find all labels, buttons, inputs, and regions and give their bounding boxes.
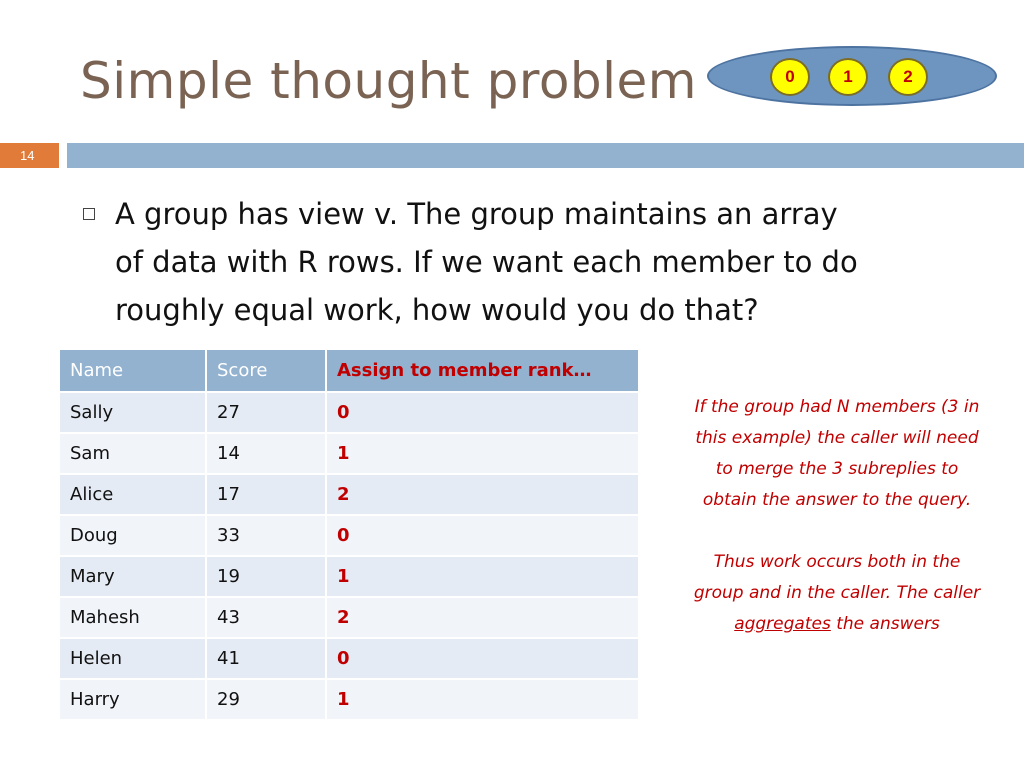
cell-name: Alice <box>60 474 206 515</box>
cell-score: 41 <box>206 638 326 679</box>
cell-name: Mahesh <box>60 597 206 638</box>
cell-rank: 1 <box>326 433 639 474</box>
cell-rank: 2 <box>326 597 639 638</box>
cell-name: Harry <box>60 679 206 719</box>
cell-rank: 1 <box>326 556 639 597</box>
bullet-line: A group has view v. The group maintains an array <box>115 197 838 231</box>
table-row <box>60 515 639 556</box>
table-row <box>60 392 639 433</box>
column-header-rank: Assign to member rank… <box>326 350 639 392</box>
table-row <box>60 597 639 638</box>
member-rank-2: 2 <box>888 58 928 96</box>
cell-score: 43 <box>206 597 326 638</box>
cell-name: Doug <box>60 515 206 556</box>
cell-rank: 0 <box>326 515 639 556</box>
slide-title: Simple thought problem <box>80 52 698 110</box>
table-row <box>60 556 639 597</box>
note-tail: the answers <box>830 614 940 634</box>
table-row <box>60 474 639 515</box>
slide-number: 14 <box>0 143 59 168</box>
bullet-line: roughly equal work, how would you do that? <box>115 293 759 327</box>
assignment-table <box>60 350 640 719</box>
cell-rank: 0 <box>326 392 639 433</box>
cell-score: 33 <box>206 515 326 556</box>
table-row <box>60 433 639 474</box>
note-underlined-word: aggregates <box>734 614 831 634</box>
member-rank-1: 1 <box>828 58 868 96</box>
column-header-name: Name <box>60 350 206 392</box>
table-row <box>60 679 639 719</box>
bullet-text <box>115 190 995 334</box>
cell-score: 19 <box>206 556 326 597</box>
header-bar <box>67 143 1024 168</box>
note-line: Thus work occurs both in the <box>713 552 961 572</box>
member-rank-0: 0 <box>770 58 810 96</box>
side-note <box>662 392 1012 640</box>
cell-score: 14 <box>206 433 326 474</box>
note-line <box>662 609 1012 640</box>
cell-score: 27 <box>206 392 326 433</box>
bullet-line: of data with R rows. If we want each member to do <box>115 245 858 279</box>
note-line: group and in the caller. The caller <box>693 583 981 603</box>
cell-name: Helen <box>60 638 206 679</box>
note-line: obtain the answer to the query. <box>702 490 972 510</box>
cell-score: 17 <box>206 474 326 515</box>
square-bullet-icon <box>83 208 95 220</box>
note-line: to merge the 3 subreplies to <box>715 459 959 479</box>
cell-name: Sally <box>60 392 206 433</box>
cell-name: Mary <box>60 556 206 597</box>
cell-rank: 2 <box>326 474 639 515</box>
cell-score: 29 <box>206 679 326 719</box>
note-line: this example) the caller will need <box>695 428 979 448</box>
column-header-score: Score <box>206 350 326 392</box>
table-row <box>60 638 639 679</box>
cell-rank: 1 <box>326 679 639 719</box>
cell-name: Sam <box>60 433 206 474</box>
cell-rank: 0 <box>326 638 639 679</box>
note-line: If the group had N members (3 in <box>694 397 980 417</box>
table-header-row <box>60 350 639 392</box>
